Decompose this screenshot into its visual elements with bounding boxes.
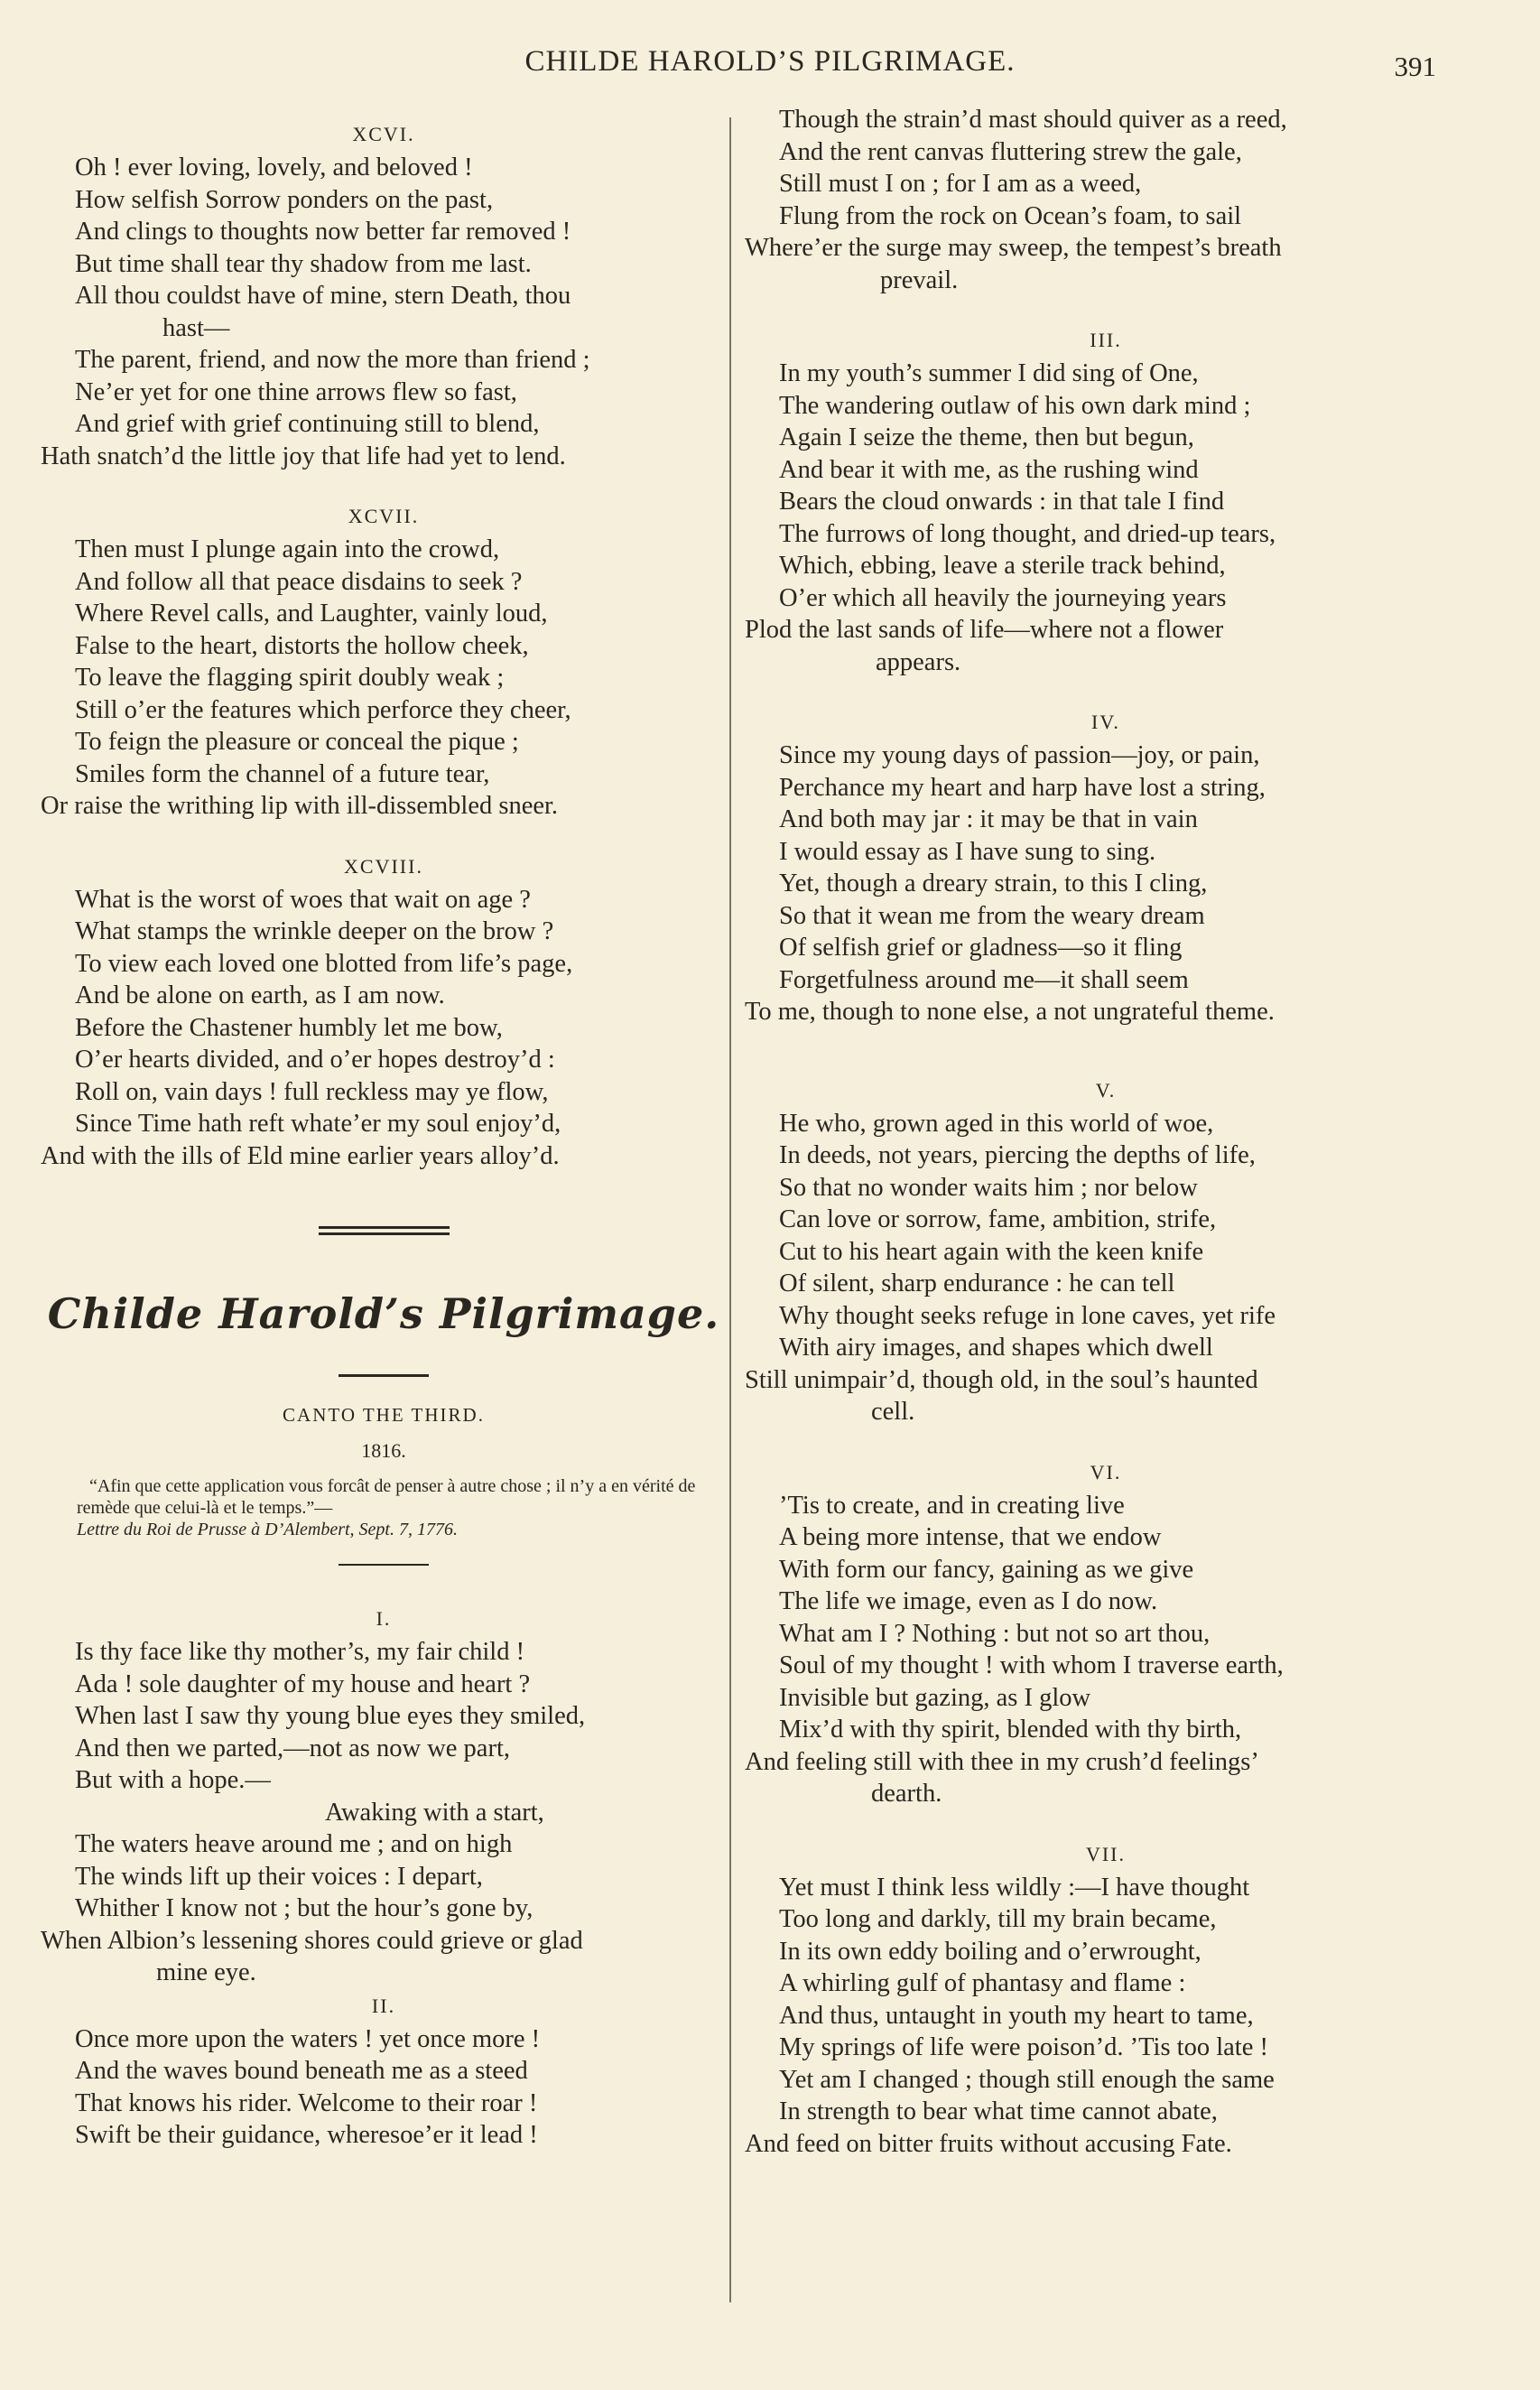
verse-line: In strength to bear what time cannot abate,: [779, 2097, 1218, 2125]
verse-line: But with a hope.—: [75, 1766, 271, 1794]
stanza-xcvii: [41, 499, 727, 823]
right-column: [745, 106, 1467, 2160]
stanza-number: III.: [1090, 329, 1122, 351]
stanza-number: II.: [371, 1994, 396, 2017]
stanza-number: VI.: [1090, 1460, 1122, 1483]
stanza-number: XCVIII.: [344, 854, 423, 878]
verse-line: Where’er the surge may sweep, the tempest’s breath: [745, 234, 1282, 262]
verse-line: Since my young days of passion—joy, or pain,: [779, 741, 1260, 769]
verse-line: Too long and darkly, till my brain became,: [779, 1905, 1217, 1933]
stanza-vi: [745, 1455, 1467, 1810]
left-column: [41, 117, 727, 2152]
verse-line: Though the strain’d mast should quiver as a reed,: [779, 106, 1287, 134]
verse-line: To feign the pleasure or conceal the pique ;: [75, 728, 519, 756]
canto-heading: Childe Harold’s Pilgrimage.: [47, 1289, 720, 1338]
verse-line: In my youth’s summer I did sing of One,: [779, 359, 1199, 387]
verse-line: Bears the cloud onwards : in that tale I find: [779, 488, 1225, 516]
verse-line: How selfish Sorrow ponders on the past,: [75, 185, 494, 214]
verse-line: Invisible but gazing, as I glow: [779, 1683, 1091, 1712]
verse-line: Roll on, vain days ! full reckless may ye flow,: [75, 1077, 549, 1106]
verse-line: To view each loved one blotted from life’s page,: [75, 949, 573, 978]
verse-line: False to the heart, distorts the hollow cheek,: [75, 631, 529, 660]
verse-line: Whither I know not ; but the hour’s gone by,: [75, 1894, 533, 1922]
verse-line: Plod the last sands of life—where not a flower: [745, 616, 1224, 644]
verse-line: And feed on bitter fruits without accusing Fate.: [745, 2129, 1232, 2158]
verse-line: Still o’er the features which perforce they cheer,: [75, 695, 571, 724]
verse-line: Before the Chastener humbly let me bow,: [75, 1013, 503, 1042]
verse-line: Where Revel calls, and Laughter, vainly loud,: [75, 600, 548, 628]
verse-line: Awaking with a start,: [325, 1798, 544, 1827]
canto-year: 1816.: [361, 1439, 406, 1462]
verse-line: O’er which all heavily the journeying years: [779, 583, 1227, 612]
verse-line: And feeling still with thee in my crush’d feelings’: [745, 1747, 1259, 1776]
verse-line: Yet, though a dreary strain, to this I cling,: [779, 870, 1208, 897]
verse-line: Of selfish grief or gladness—so it fling: [779, 934, 1183, 962]
verse-line: Then must I plunge again into the crowd,: [75, 535, 500, 563]
stanza-ii: [41, 1989, 727, 2152]
verse-line: Is thy face like thy mother’s, my fair child !: [75, 1638, 525, 1666]
verse-line: Again I seize the theme, then but begun,: [779, 423, 1194, 451]
stanza-v: [745, 1074, 1467, 1428]
rule: [339, 1374, 429, 1377]
verse-line: Which, ebbing, leave a sterile track behind,: [779, 552, 1226, 580]
stanza-number: I.: [376, 1607, 392, 1630]
verse-line: To me, though to none else, a not ungrateful theme.: [745, 998, 1275, 1026]
verse-line: So that no wonder waits him ; nor below: [779, 1173, 1198, 1202]
verse-line: And bear it with me, as the rushing wind: [779, 455, 1199, 484]
verse-line: Soul of my thought ! with whom I traverse earth,: [779, 1651, 1284, 1679]
verse-line: When last I saw thy young blue eyes they smiled,: [75, 1702, 586, 1730]
verse-line: What stamps the wrinkle deeper on the brow ?: [75, 917, 554, 945]
verse-line: That knows his rider. Welcome to their roar !: [75, 2088, 538, 2117]
verse-line: And the waves bound beneath me as a steed: [75, 2057, 528, 2085]
verse-line: When Albion’s lessening shores could grieve or glad: [41, 1926, 583, 1955]
verse-line: Mix’d with thy spirit, blended with thy birth,: [779, 1716, 1242, 1744]
verse-line: And be alone on earth, as I am now.: [75, 981, 445, 1009]
stanza-i: [41, 1602, 727, 1989]
verse-line: Oh ! ever loving, lovely, and beloved !: [75, 153, 473, 181]
verse-line: Perchance my heart and harp have lost a string,: [779, 773, 1266, 802]
verse-line: And then we parted,—not as now we part,: [75, 1734, 510, 1762]
verse-line: Hath snatch’d the little joy that life had yet to lend.: [41, 442, 566, 470]
verse-line: A whirling gulf of phantasy and flame :: [779, 1969, 1186, 1997]
verse-line-continuation: dearth.: [871, 1780, 942, 1808]
verse-line: And both may jar : it may be that in vain: [779, 805, 1198, 833]
running-title: CHILDE HAROLD’S PILGRIMAGE.: [524, 45, 1016, 78]
verse-line: Or raise the writhing lip with ill-dissembled sneer.: [41, 792, 559, 820]
verse-line: The waters heave around me ; and on high: [75, 1830, 513, 1858]
verse-line: Can love or sorrow, fame, ambition, strife,: [779, 1205, 1217, 1233]
verse-line: In its own eddy boiling and o’erwrought,: [779, 1937, 1201, 1966]
verse-line: And grief with grief continuing still to blend,: [75, 410, 540, 438]
verse-line: And clings to thoughts now better far removed !: [75, 218, 571, 246]
verse-line: Once more upon the waters ! yet once more !: [75, 2024, 541, 2053]
verse-line: Still must I on ; for I am as a weed,: [779, 170, 1142, 198]
verse-line: The life we image, even as I do now.: [779, 1587, 1158, 1615]
verse-line-continuation: prevail.: [880, 265, 959, 294]
stanza-xcviii: [41, 850, 727, 1173]
verse-line: And the rent canvas fluttering strew the gale,: [779, 137, 1242, 166]
verse-line: I would essay as I have sung to sing.: [779, 837, 1156, 866]
stanza-number: VII.: [1085, 1842, 1127, 1865]
verse-line: Forgetfulness around me—it shall seem: [779, 965, 1189, 994]
verse-line: But time shall tear thy shadow from me last.: [75, 249, 532, 278]
page-number: 391: [1394, 51, 1436, 82]
verse-line: What is the worst of woes that wait on age ?: [75, 885, 531, 914]
verse-line: He who, grown aged in this world of woe,: [779, 1109, 1214, 1138]
verse-line: Since Time hath reft whate’er my soul enjoy’d,: [75, 1110, 561, 1138]
verse-line: What am I ? Nothing : but not so art thou,: [779, 1619, 1211, 1648]
verse-line: Flung from the rock on Ocean’s foam, to sail: [779, 201, 1242, 230]
stanza-xcvi: [41, 117, 727, 472]
epigraph: “Afin que cette application vous forcât de penser à autre chose ; il n’y a en vérité de remède que celui-là et le temps.”—: [77, 1476, 696, 1518]
epigraph-source: Lettre du Roi de Prusse à D’Alembert, Sept. 7, 1776.: [77, 1520, 458, 1539]
stanza-vii: [745, 1837, 1467, 2161]
stanza-iv: [745, 705, 1467, 1028]
stanza-number: XCVI.: [352, 123, 415, 145]
verse-line: The furrows of long thought, and dried-up tears,: [779, 519, 1276, 548]
stanza-number: XCVII.: [348, 505, 420, 527]
verse-line: ’Tis to create, and in creating live: [779, 1491, 1125, 1520]
verse-line: Swift be their guidance, wheresoe’er it lead !: [75, 2121, 538, 2149]
verse-line: And follow all that peace disdains to seek ?: [75, 567, 523, 596]
verse-line: Still unimpair’d, though old, in the soul’s haunted: [745, 1365, 1258, 1394]
column-divider: [729, 117, 731, 2302]
verse-line: To leave the flagging spirit doubly weak ;: [75, 664, 505, 692]
verse-line: Cut to his heart again with the keen knife: [779, 1237, 1204, 1266]
verse-line: With form our fancy, gaining as we give: [779, 1555, 1194, 1584]
stanza-number: V.: [1095, 1078, 1117, 1102]
verse-line: My springs of life were poison’d. ’Tis too late !: [779, 2033, 1268, 2061]
verse-line: And with the ills of Eld mine earlier years alloy’d.: [41, 1141, 560, 1170]
verse-line: So that it wean me from the weary dream: [779, 901, 1205, 930]
verse-line: Why thought seeks refuge in lone caves, yet rife: [779, 1301, 1276, 1330]
verse-line-continuation: mine eye.: [156, 1958, 256, 1986]
stanza-number: IV.: [1091, 711, 1120, 733]
verse-line: Yet am I changed ; though still enough the same: [779, 2065, 1275, 2094]
verse-line: The parent, friend, and now the more than friend ;: [75, 346, 590, 374]
canto-label: CANTO THE THIRD.: [283, 1404, 485, 1426]
verse-line: A being more intense, that we endow: [779, 1523, 1162, 1551]
verse-line-continuation: appears.: [876, 647, 961, 676]
verse-line: With airy images, and shapes which dwell: [779, 1334, 1213, 1362]
stanza-iii: [745, 323, 1467, 678]
verse-line-continuation: cell.: [871, 1398, 915, 1426]
verse-line: Ne’er yet for one thine arrows flew so fast,: [75, 377, 517, 406]
rule: [339, 1564, 429, 1566]
double-rule-ornament: [319, 1226, 450, 1235]
verse-line: The winds lift up their voices : I depart,: [75, 1862, 483, 1891]
verse-line: All thou couldst have of mine, stern Death, thou: [75, 282, 571, 310]
verse-line: Of silent, sharp endurance : he can tell: [779, 1269, 1175, 1297]
verse-line: O’er hearts divided, and o’er hopes destroy’d :: [75, 1046, 555, 1074]
verse-line: And thus, untaught in youth my heart to tame,: [779, 2001, 1254, 2030]
verse-line: Ada ! sole daughter of my house and heart ?: [75, 1669, 531, 1698]
verse-line: In deeds, not years, piercing the depths of life,: [779, 1141, 1256, 1169]
verse-line-continuation: hast—: [162, 313, 230, 342]
verse-line: Yet must I think less wildly :—I have thought: [779, 1873, 1250, 1902]
verse-line: The wandering outlaw of his own dark mind ;: [779, 391, 1251, 420]
verse-line: Smiles form the channel of a future tear,: [75, 759, 490, 788]
